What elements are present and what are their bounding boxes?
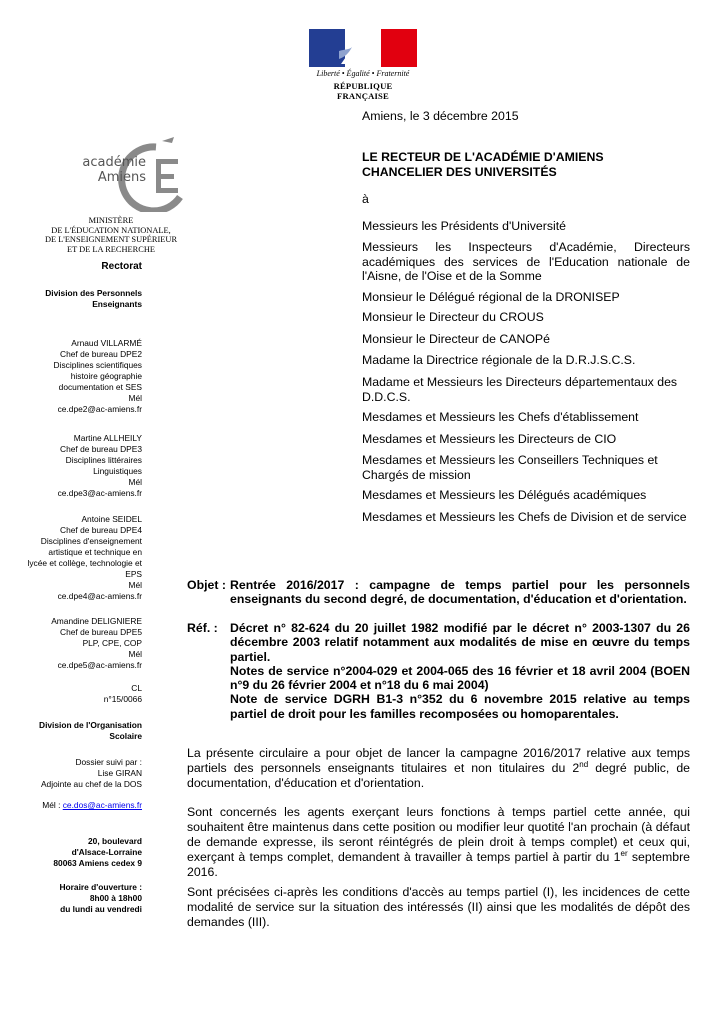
paragraph-text: septembre 2016. [187, 850, 691, 879]
dossier-line: Adjointe au chef de la DOS [40, 779, 142, 789]
contact-line: Arnaud VILLARMÉ [71, 338, 142, 348]
dos-email-link[interactable]: ce.dos@ac-amiens.fr [62, 800, 142, 810]
academie-label: académie [82, 155, 146, 170]
dossier-line: Dossier suivi par : [75, 757, 142, 767]
dos-mail [42, 800, 142, 811]
rectorat-text: Rectorat [101, 261, 142, 272]
dossier-line: Lise GIRAN [97, 768, 142, 778]
ministere-line: ET DE LA RECHERCHE [66, 244, 155, 254]
recipient: Mesdames et Messieurs les Directeurs de CIO [362, 432, 617, 446]
recipient: Mesdames et Messieurs les Chefs d'établissement [362, 410, 639, 424]
recipient: Monsieur le Délégué régional de la DRONISEP [362, 290, 620, 304]
contact-line: histoire géographie [70, 371, 142, 381]
recipient: Madame la Directrice régionale de la D.R.J.S.C.S. [362, 353, 636, 367]
mel-label: Mél : [42, 800, 63, 810]
hours-line: 8h00 à 18h00 [89, 893, 142, 903]
contact-dpe4 [27, 514, 142, 602]
contact-line: Chef de bureau DPE3 [60, 444, 142, 454]
recipient: Messieurs les Inspecteurs d'Académie, Directeurs académiques des services de l'Education nationale de l'Aisne, de l'Oise et de la Somme [362, 240, 690, 283]
division-line: Scolaire [109, 731, 142, 741]
rectorat-label [101, 261, 142, 272]
contact-line: Mél [128, 477, 142, 487]
contact-email[interactable]: ce.dpe5@ac-amiens.fr [57, 660, 142, 670]
address-line: d'Alsace-Lorraine [71, 847, 142, 857]
contact-dpe3 [58, 433, 142, 499]
contact-email[interactable]: ce.dpe4@ac-amiens.fr [57, 591, 142, 601]
hours-line: Horaire d'ouverture : [59, 882, 142, 892]
division-line: Enseignants [92, 299, 142, 309]
division-line: Division des Personnels [45, 288, 142, 298]
superscript: er [620, 848, 628, 858]
objet-label: Objet : [187, 578, 226, 592]
reference-line: CL [131, 683, 142, 693]
recipient: Madame et Messieurs les Directeurs départementaux des D.D.C.S. [362, 375, 678, 404]
contact-dpe2 [54, 338, 142, 415]
sender-line: LE RECTEUR DE L'ACADÉMIE D'AMIENS [362, 150, 604, 164]
contact-line: EPS [125, 569, 142, 579]
ref-label: Réf. : [187, 621, 218, 635]
marianne-profile-icon [339, 31, 373, 65]
contact-line: PLP, CPE, COP [82, 638, 142, 648]
reference-number [104, 683, 142, 705]
ref-item: Décret n° 82-624 du 20 juillet 1982 modifié par le décret n° 2003-1307 du 26 décembre 2003 relatif notamment aux modalités de mise en œuvre du temps partiel. [230, 621, 690, 664]
paragraph-concernes [187, 805, 690, 880]
paragraph-text: Sont concernés les agents exerçant leurs fonctions à temps partiel cette année, qui souhaitent être maintenus dans cette position ou modifier leur quotité l'an prochain (à défaut de demande expresse, ils seront réintégrés de plein droit à temps complet) et ceux qui, exerçant à temps complet, demandent à travailler à temps partiel à partir du 1 [187, 805, 690, 864]
ministere-line: MINISTÈRE [88, 216, 134, 225]
contact-line: artistique et technique en [48, 547, 142, 557]
ministere-line: DE L'ÉDUCATION NATIONALE, [51, 225, 171, 235]
ref-item: Note de service DGRH B1-3 n°352 du 6 novembre 2015 relative au temps partiel de droit pour les familles recomposées ou homoparentales. [230, 692, 690, 721]
paragraph-text: degré public, de documentation, d'éducation et d'orientation. [187, 761, 690, 790]
division-personnels [45, 288, 142, 310]
contact-line: Chef de bureau DPE2 [60, 349, 142, 359]
opening-hours [59, 882, 142, 915]
contact-dpe5 [51, 616, 142, 671]
recipient: Monsieur le Directeur du CROUS [362, 310, 544, 324]
republique-francaise-logo [309, 29, 417, 101]
paragraph-plan: Sont précisées ci-après les conditions d'accès au temps partiel (I), les incidences de cette modalité de service sur la situation des intéressés (II) ainsi que les modalités de dépôt des demandes (III). [187, 885, 690, 929]
a-label: à [362, 192, 369, 206]
division-organisation [39, 720, 142, 742]
ref-text [230, 621, 690, 721]
contact-line: Antoine SEIDEL [81, 514, 142, 524]
reference-line: n°15/0066 [103, 694, 142, 704]
contact-line: Amandine DELIGNIERE [51, 616, 142, 626]
recipient: Mesdames et Messieurs les Délégués académiques [362, 488, 647, 502]
paragraph-intro [187, 746, 690, 791]
sender-block [362, 150, 690, 179]
paragraph-text: La présente circulaire a pour objet de lancer la campagne 2016/2017 relative aux temps partiels des personnels enseignants titulaires et non titulaires du 2 [187, 746, 690, 775]
ministere-heading [28, 216, 194, 254]
address-block [53, 836, 142, 869]
contact-line: Disciplines littéraires [65, 455, 142, 465]
contact-line: Linguistiques [93, 466, 142, 476]
amiens-label: Amiens [97, 170, 146, 185]
superscript: nd [579, 759, 589, 769]
flag-red [381, 29, 417, 67]
academie-amiens-logo [82, 137, 192, 212]
contact-line: Chef de bureau DPE4 [60, 525, 142, 535]
contact-line: Mél [128, 580, 142, 590]
recipient: Messieurs les Présidents d'Université [362, 219, 566, 233]
recipient: Monsieur le Directeur de CANOPé [362, 332, 550, 346]
contact-email[interactable]: ce.dpe3@ac-amiens.fr [57, 488, 142, 498]
division-line: Division de l'Organisation [39, 720, 142, 730]
contact-line: Mél [128, 393, 142, 403]
ministere-line: DE L'ENSEIGNEMENT SUPÉRIEUR [44, 235, 178, 245]
contact-line: lycée et collège, technologie et [27, 558, 142, 568]
contact-line: Disciplines d'enseignement [40, 536, 142, 546]
contact-line: Martine ALLHEILY [73, 433, 142, 443]
republique-francaise-text: RÉPUBLIQUE FRANÇAISE [333, 81, 393, 101]
recipient: Mesdames et Messieurs les Chefs de Division et de service [362, 510, 687, 524]
letter-date: Amiens, le 3 décembre 2015 [362, 109, 519, 123]
devise-text: Liberté • Égalité • Fraternité [316, 69, 410, 78]
ref-item: Notes de service n°2004-029 et 2004-065 des 16 février et 18 avril 2004 (BOEN n°9 du 26 février 2004 et n°18 du 6 mai 2004) [230, 663, 690, 693]
contact-email[interactable]: ce.dpe2@ac-amiens.fr [57, 404, 142, 414]
contact-line: Disciplines scientifiques [53, 360, 142, 370]
contact-line: Mél [128, 649, 142, 659]
hours-line: du lundi au vendredi [60, 904, 142, 914]
recipient: Mesdames et Messieurs les Conseillers Techniques et Chargés de mission [362, 453, 658, 482]
academie-wordmark [82, 155, 146, 185]
objet-text: Rentrée 2016/2017 : campagne de temps partiel pour les personnels enseignants du second degré, de documentation, d'éducation et d'orientation. [230, 578, 690, 607]
address-line: 20, boulevard [88, 836, 142, 846]
dossier-suivi [41, 757, 142, 790]
contact-line: Chef de bureau DPE5 [60, 627, 142, 637]
address-line: 80063 Amiens cedex 9 [53, 858, 142, 868]
contact-line: documentation et SES [58, 382, 142, 392]
sender-line: CHANCELIER DES UNIVERSITÉS [362, 164, 557, 179]
